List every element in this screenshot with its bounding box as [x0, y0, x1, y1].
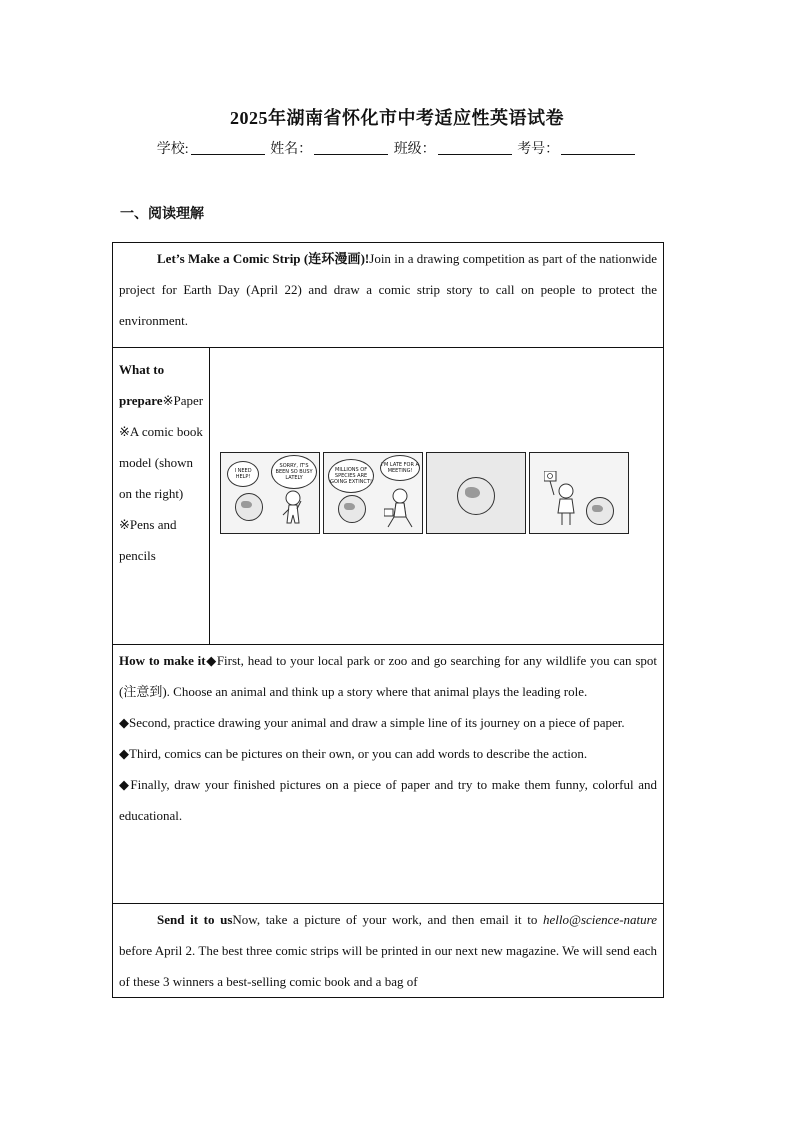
how-to-step-4: ◆Finally, draw your finished pictures on a piece of paper and try to make them funny, colorful and educational. [119, 777, 657, 823]
how-to-step-1: ◆First, head to your local park or zoo and go searching for any wildlife you can spot (注意到). Choose an animal and think up a story where that animal plays the leading role. [119, 653, 658, 699]
prepare-cell [113, 348, 210, 645]
class-label: 班级： [393, 142, 436, 157]
exam-number-blank[interactable] [561, 140, 635, 155]
exam-title: 2025年湖南省怀化市中考适应性英语试卷 [230, 108, 564, 128]
prepare-item: ※Pens and pencils [119, 517, 177, 563]
email-address: hello@science-nature [543, 912, 658, 927]
earth-character [586, 497, 614, 525]
school-label: 学校: [156, 142, 189, 157]
send-body-cont: before April 2. The best three comic strips will be printed in our next new magazine. We will send each of these 3 winners a best-selling comic book and a bag of [119, 943, 657, 989]
prepare-heading: What to prepare [119, 362, 165, 408]
student-info-line [0, 138, 794, 158]
how-to-cell [113, 645, 664, 904]
prepare-item: ※Paper [162, 393, 204, 408]
class-blank[interactable] [438, 140, 512, 155]
speech-bubble: MILLIONS OF SPECIES ARE GOING EXTINCT! [328, 459, 374, 493]
person-figure [279, 489, 309, 531]
comic-panel-4 [529, 452, 629, 534]
comic-panel-2 [323, 452, 423, 534]
how-to-heading: How to make it [119, 653, 206, 668]
comic-panel-1 [220, 452, 320, 534]
send-cell [113, 904, 664, 998]
speech-bubble: I NEED HELP! [227, 461, 259, 487]
person-figure [384, 487, 418, 531]
intro-cell [113, 243, 664, 348]
child-with-sign-figure [544, 471, 584, 529]
comic-panel-3 [426, 452, 526, 534]
school-blank[interactable] [191, 140, 265, 155]
speech-bubble: SORRY, IT'S BEEN SO BUSY LATELY [271, 455, 317, 489]
name-blank[interactable] [314, 140, 388, 155]
earth-character [338, 495, 366, 523]
send-body: Now, take a picture of your work, and then email it to [232, 912, 544, 927]
intro-heading: Let’s Make a Comic Strip (连环漫画)! [157, 251, 370, 266]
earth-character [457, 477, 495, 515]
exam-number-label: 考号： [517, 142, 560, 157]
how-to-step-2: ◆Second, practice drawing your animal and draw a simple line of its journey on a piece of paper. [119, 715, 625, 730]
reading-passage-table [112, 242, 664, 998]
send-heading: Send it to us [157, 912, 233, 927]
section-heading: 一、阅读理解 [120, 207, 204, 222]
name-label: 姓名： [270, 142, 313, 157]
speech-bubble: I'M LATE FOR A MEETING! [380, 455, 420, 481]
comic-image-cell [210, 348, 664, 645]
how-to-step-3: ◆Third, comics can be pictures on their own, or you can add words to describe the action. [119, 746, 588, 761]
intro-body: Join in a drawing competition as part of the nationwide project for Earth Day (April 22) and draw a comic strip story to call on people to protect the environment. [119, 251, 657, 328]
earth-character [235, 493, 263, 521]
prepare-item: ※A comic book model (shown on the right) [119, 424, 203, 501]
